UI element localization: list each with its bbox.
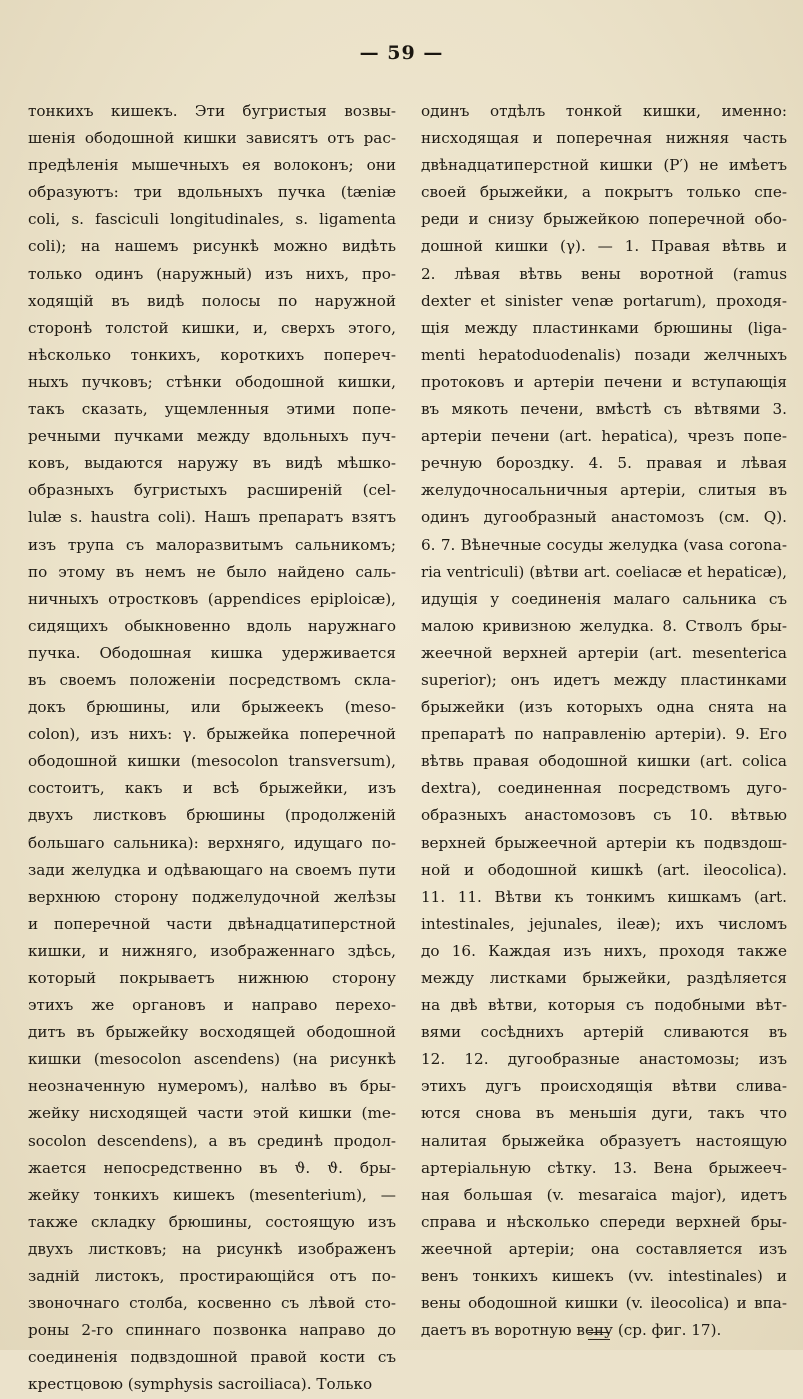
- text-line: большаго сальника): верхняго, идущаго по-: [28, 833, 396, 852]
- text-line: образныхъ бугристыхъ расширеній (cel-: [28, 481, 396, 500]
- text-line: жейку нисходящей части этой кишки (me-: [28, 1104, 396, 1123]
- text-line: кишки (mesocolon ascendens) (на рисункѣ: [28, 1050, 396, 1069]
- text-line: этихъ же органовъ и направо перехо-: [28, 996, 396, 1015]
- text-line: пучка. Ободошная кишка удерживается: [28, 643, 396, 662]
- text-line: дитъ въ брыжейку восходящей ободошной: [28, 1023, 396, 1042]
- text-line: артеріальную сѣтку. 13. Вена брыжееч-: [421, 1158, 787, 1177]
- text-line: ная большая (v. mesaraica major), идетъ: [421, 1185, 787, 1204]
- text-line: ются снова въ меньшія дуги, такъ что: [421, 1104, 787, 1123]
- text-line: кишки, и нижняго, изображеннаго здѣсь,: [28, 941, 396, 960]
- text-line: соединенія подвздошной правой кости съ: [28, 1348, 396, 1367]
- text-line: жеечной верхней артеріи (art. mesenterica: [421, 643, 787, 662]
- text-line: речными пучками между вдольныхъ пуч-: [28, 427, 396, 446]
- text-line: 12. 12. дугообразные анастомозы; изъ: [421, 1050, 787, 1069]
- text-line: dextra), соединенная посредствомъ дуго-: [421, 779, 787, 798]
- text-line: образуютъ: три вдольныхъ пучка (tæniæ: [28, 183, 396, 202]
- left-text-column: [28, 98, 396, 1399]
- text-line: одинъ дугообразный анастомозъ (см. Q).: [421, 508, 787, 527]
- text-line: ной и ободошной кишкѣ (art. ileocolica).: [421, 860, 787, 879]
- text-line: щія между пластинками брюшины (liga-: [421, 318, 787, 337]
- page-number: — 59 —: [359, 42, 444, 64]
- text-line: нисходящая и поперечная нижняя часть: [421, 129, 787, 148]
- text-line: 2. лѣвая вѣтвь вены воротной (ramus: [421, 264, 787, 283]
- text-line: неозначенную нумеромъ), налѣво въ бры-: [28, 1077, 396, 1096]
- text-line: идущія у соединенія малаго сальника съ: [421, 589, 787, 608]
- text-line: colon), изъ нихъ: γ. брыжейка поперечной: [28, 725, 396, 744]
- text-line: intestinales, jejunales, ileæ); ихъ числомъ: [421, 914, 787, 933]
- right-text-column: [421, 98, 787, 1344]
- text-line: желудочносальничныя артеріи, слитыя въ: [421, 481, 787, 500]
- text-line: coli, s. fasciculi longitudinales, s. ligamenta: [28, 210, 396, 229]
- text-line: 11. 11. Вѣтви къ тонкимъ кишкамъ (art.: [421, 887, 787, 906]
- text-line: socolon descendens), а въ срединѣ продол-: [28, 1131, 396, 1150]
- text-line: dexter et sinister venæ portarum), проходя-: [421, 291, 787, 310]
- text-line: артеріи печени (art. hepatica), чрезъ попе-: [421, 427, 787, 446]
- text-line: нѣсколько тонкихъ, короткихъ попереч-: [28, 345, 396, 364]
- text-line: одинъ отдѣлъ тонкой кишки, именно:: [421, 102, 787, 120]
- text-line: такъ сказать, ущемленныя этими попе-: [28, 400, 396, 419]
- text-line: superior); онъ идетъ между пластинками: [421, 670, 787, 689]
- section-end-mark: [588, 1332, 610, 1340]
- text-line: состоитъ, какъ и всѣ брыжейки, изъ: [28, 779, 396, 798]
- text-line: между листками брыжейки, раздѣляется: [421, 969, 787, 987]
- text-line: предѣленія мышечныхъ ея волоконъ; они: [28, 156, 396, 175]
- text-line: изъ трупа съ малоразвитымъ сальникомъ;: [28, 535, 396, 554]
- text-line: налитая брыжейка образуетъ настоящую: [421, 1131, 787, 1150]
- text-line: этихъ дугъ происходящія вѣтви слива-: [421, 1077, 787, 1096]
- text-line: двухъ листковъ; на рисункѣ изображенъ: [28, 1239, 396, 1258]
- text-line: въ своемъ положеніи посредствомъ скла-: [28, 670, 396, 689]
- text-line: звоночнаго столба, косвенно съ лѣвой сто-: [28, 1294, 396, 1313]
- text-line: сидящихъ обыкновенно вдоль наружнаго: [28, 616, 396, 635]
- text-line: препаратѣ по направленію артеріи). 9. Его: [421, 725, 787, 744]
- text-line: также складку брюшины, состоящую изъ: [28, 1212, 396, 1231]
- text-line: coli); на нашемъ рисункѣ можно видѣть: [28, 237, 396, 256]
- text-line: верхнюю сторону поджелудочной желѣзы: [28, 887, 396, 906]
- text-line: дошной кишки (γ). — 1. Правая вѣтвь и: [421, 237, 787, 256]
- text-line: образныхъ анастомозовъ съ 10. вѣтвью: [421, 806, 787, 825]
- text-line: на двѣ вѣтви, которыя съ подобными вѣт-: [421, 996, 787, 1015]
- text-line: ходящій въ видѣ полосы по наружной: [28, 291, 396, 310]
- text-line: жеечной артеріи; она составляется изъ: [421, 1239, 787, 1258]
- text-line: крестцовою (symphysis sacroiliaca). Только: [28, 1375, 373, 1394]
- text-line: двѣнадцатиперстной кишки (P′) не имѣетъ: [421, 156, 787, 175]
- text-line: menti hepatoduodenalis) позади желчныхъ: [421, 345, 787, 364]
- text-line: ковъ, выдаются наружу въ видѣ мѣшко-: [28, 454, 396, 473]
- text-line: вены ободошной кишки (v. ileocolica) и впа-: [421, 1294, 787, 1313]
- text-line: и поперечной части двѣнадцатиперстной: [28, 914, 396, 933]
- text-line: реди и снизу брыжейкою поперечной обо-: [421, 210, 787, 229]
- text-line: речную бороздку. 4. 5. правая и лѣвая: [421, 454, 787, 473]
- text-line: ria ventriculi) (вѣтви art. coeliacæ et hepaticæ),: [421, 563, 787, 581]
- text-line: ободошной кишки (mesocolon transversum),: [28, 752, 396, 771]
- text-line: сторонѣ толстой кишки, и, сверхъ этого,: [28, 318, 396, 337]
- text-line: докъ брюшины, или брыжеекъ (meso-: [28, 698, 396, 717]
- text-line: по этому въ немъ не было найдено саль-: [28, 562, 396, 581]
- text-line: ничныхъ отростковъ (appendices epiploicæ),: [28, 589, 396, 608]
- text-line: только одинъ (наружный) изъ нихъ, про-: [28, 264, 396, 283]
- text-line: тонкихъ кишекъ. Эти бугристыя возвы-: [28, 102, 396, 120]
- text-line: 6. 7. Вѣнечные сосуды желудка (vasa corona-: [421, 535, 787, 554]
- text-line: верхней брыжеечной артеріи къ подвздош-: [421, 833, 787, 852]
- text-line: до 16. Каждая изъ нихъ, проходя также: [421, 941, 787, 960]
- text-line: двухъ листковъ брюшины (продолженій: [28, 806, 396, 825]
- text-line: венъ тонкихъ кишекъ (vv. intestinales) и: [421, 1267, 787, 1286]
- text-line: своей брыжейки, а покрытъ только спе-: [421, 183, 787, 202]
- text-line: протоковъ и артеріи печени и вступающія: [421, 372, 787, 391]
- text-line: lulæ s. haustra coli). Нашъ препаратъ взятъ: [28, 508, 396, 527]
- text-line: малою кривизною желудка. 8. Стволъ бры-: [421, 616, 787, 635]
- text-line: ныхъ пучковъ; стѣнки ободошной кишки,: [28, 372, 396, 391]
- text-line: который покрываетъ нижнюю сторону: [28, 969, 396, 987]
- text-line: справа и нѣсколько спереди верхней бры-: [421, 1212, 787, 1231]
- text-line: зади желудка и одѣвающаго на своемъ пути: [28, 860, 396, 879]
- text-line: задній листокъ, простирающійся отъ по-: [28, 1267, 396, 1286]
- text-line: вями сосѣднихъ артерій сливаются въ: [421, 1023, 787, 1042]
- text-line: вѣтвь правая ободошной кишки (art. colica: [421, 752, 787, 771]
- text-line: въ мякоть печени, вмѣстѣ съ вѣтвями 3.: [421, 400, 787, 419]
- text-line: шенія ободошной кишки зависятъ отъ рас-: [28, 129, 396, 148]
- text-line: даетъ въ воротную вену (ср. фиг. 17).: [421, 1321, 722, 1340]
- text-line: жается непосредственно въ ϑ. ϑ. бры-: [28, 1158, 396, 1177]
- text-line: жейку тонкихъ кишекъ (mesenterium), —: [28, 1185, 396, 1204]
- text-line: роны 2-го спиннаго позвонка направо до: [28, 1321, 396, 1340]
- text-line: брыжейки (изъ которыхъ одна снята на: [421, 698, 787, 717]
